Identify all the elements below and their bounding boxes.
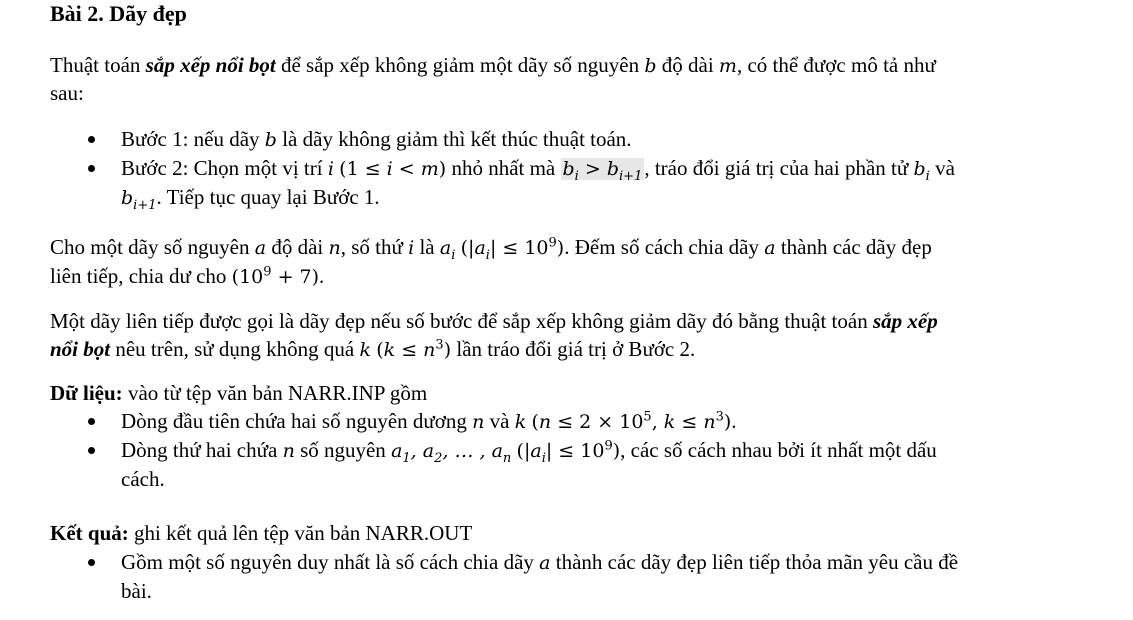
bullet-icon (88, 559, 95, 566)
algorithm-name: sắp xếp nổi bọt (145, 53, 276, 77)
step2-text: Bước 2: Chọn một vị trí i (1 ≤ i < m) nhỏ nhất mà $b_i > b_{i+1}$, tráo đổi giá trị của hai phần tử $b_i$ và $b_{i+1}$. Tiếp tục quay lại Bước 1. (121, 156, 955, 213)
math-highlight: $b_i > b_{i+1}$ (562, 158, 643, 184)
step1-text: Bước 1: nếu dãy b là dãy không giảm thì kết thúc thuật toán. (121, 127, 632, 151)
input-section-heading: Dữ liệu: vào từ tệp văn bản NARR.INP gồm (50, 381, 428, 405)
problem-title: Bài 2. Dãy đẹp (50, 1, 187, 26)
intro-text: độ dài (656, 53, 719, 77)
math-b: b (644, 55, 657, 77)
definition-paragraph: Một dãy liên tiếp được gọi là dãy đẹp nếu số bước để sắp xếp không giảm dãy đó bằng thuật toán sắp xếp nổi bọt nêu trên, sử dụng không quá k $(k \le n^3)$ lần tráo đổi giá trị ở Bước 2. (50, 309, 938, 361)
bullet-icon (88, 418, 95, 425)
bullet-icon (88, 165, 95, 172)
math-condition: (1 ≤ i < m) (339, 158, 447, 180)
intro-text: , có thể được mô tả như (736, 53, 936, 77)
math-m: m (718, 55, 737, 77)
intro-paragraph (50, 51, 1090, 80)
output-section-heading: Kết quả: ghi kết quả lên tệp văn bản NARR.OUT (50, 521, 473, 545)
intro-paragraph-line2: sau: (50, 81, 84, 105)
task-paragraph: Cho một dãy số nguyên a độ dài n, số thứ i là $a_i$ $(|a_i| \le 10^9)$. Đếm số cách chia dãy a thành các dãy đẹp liên tiếp, chia dư cho $(10^9 + 7)$. (50, 235, 932, 288)
intro-text: để sắp xếp không giảm một dãy số nguyên (275, 53, 645, 77)
bullet-icon (88, 136, 95, 143)
bullet-icon (88, 447, 95, 454)
intro-text: Thuật toán (50, 53, 146, 77)
